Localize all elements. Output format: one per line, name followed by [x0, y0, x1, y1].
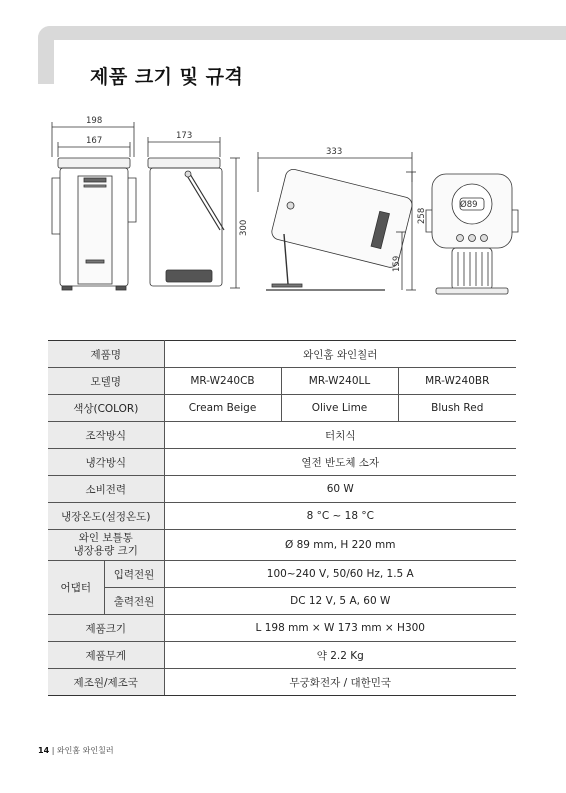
table-row — [48, 368, 516, 395]
operation-value: 터치식 — [164, 422, 516, 449]
page-footer — [38, 745, 114, 756]
output-value: DC 12 V, 5 A, 60 W — [164, 588, 516, 615]
weight-value: 약 2.2 Kg — [164, 642, 516, 669]
table-row — [48, 395, 516, 422]
dim-tilted-base: 159 — [392, 255, 402, 272]
table-row — [48, 642, 516, 669]
row-label: 모델명 — [48, 368, 164, 395]
header-tab-bar — [38, 26, 566, 40]
dim-front-width: 198 — [86, 116, 103, 126]
row-label: 제품명 — [48, 341, 164, 368]
row-label: 조작방식 — [48, 422, 164, 449]
table-row — [48, 588, 516, 615]
color-value: Olive Lime — [281, 395, 398, 422]
model-value: MR-W240LL — [281, 368, 398, 395]
table-row — [48, 530, 516, 561]
display-readout: Ø89 — [460, 200, 478, 210]
bottle-label-line-2: 냉장용량 크기 — [73, 545, 138, 557]
product-name-value: 와인홈 와인칠러 — [164, 341, 516, 368]
table-row — [48, 341, 516, 368]
table-row — [48, 561, 516, 588]
row-label: 소비전력 — [48, 476, 164, 503]
page-title: 제품 크기 및 규격 — [90, 66, 244, 88]
power-value: 60 W — [164, 476, 516, 503]
model-value: MR-W240BR — [398, 368, 516, 395]
row-label: 제조원/제조국 — [48, 669, 164, 696]
table-row — [48, 476, 516, 503]
row-label — [48, 530, 164, 561]
row-label: 입력전원 — [104, 561, 164, 588]
input-value: 100~240 V, 50/60 Hz, 1.5 A — [164, 561, 516, 588]
table-row — [48, 503, 516, 530]
size-value: L 198 mm × W 173 mm × H300 — [164, 615, 516, 642]
dim-side-height: 300 — [239, 219, 249, 236]
row-label: 냉장온도(설정온도) — [48, 503, 164, 530]
bottle-value: Ø 89 mm, H 220 mm — [164, 530, 516, 561]
spec-table — [48, 340, 516, 696]
dim-tilted-length: 333 — [326, 147, 343, 157]
row-label: 냉각방식 — [48, 449, 164, 476]
color-value: Blush Red — [398, 395, 516, 422]
table-row — [48, 422, 516, 449]
color-value: Cream Beige — [164, 395, 281, 422]
bottle-label-line-1: 와인 보틀통 — [78, 531, 133, 544]
header-tab-stem — [38, 26, 54, 84]
dim-front-inner-width: 167 — [86, 136, 103, 146]
maker-value: 무궁화전자 / 대한민국 — [164, 669, 516, 696]
row-label: 제품무게 — [48, 642, 164, 669]
dim-side-depth: 173 — [176, 131, 193, 141]
model-value: MR-W240CB — [164, 368, 281, 395]
page-number: 14 — [38, 746, 50, 755]
row-label: 제품크기 — [48, 615, 164, 642]
footer-title: | 와인홈 와인칠러 — [51, 746, 114, 755]
cooling-value: 열전 반도체 소자 — [164, 449, 516, 476]
row-label: 출력전원 — [104, 588, 164, 615]
adapter-label: 어댑터 — [48, 561, 104, 615]
dimension-diagram — [40, 112, 530, 312]
table-row — [48, 615, 516, 642]
temp-value: 8 °C ~ 18 °C — [164, 503, 516, 530]
dim-tilted-height: 258 — [417, 207, 427, 224]
table-row — [48, 449, 516, 476]
table-row — [48, 669, 516, 696]
row-label: 색상(COLOR) — [48, 395, 164, 422]
